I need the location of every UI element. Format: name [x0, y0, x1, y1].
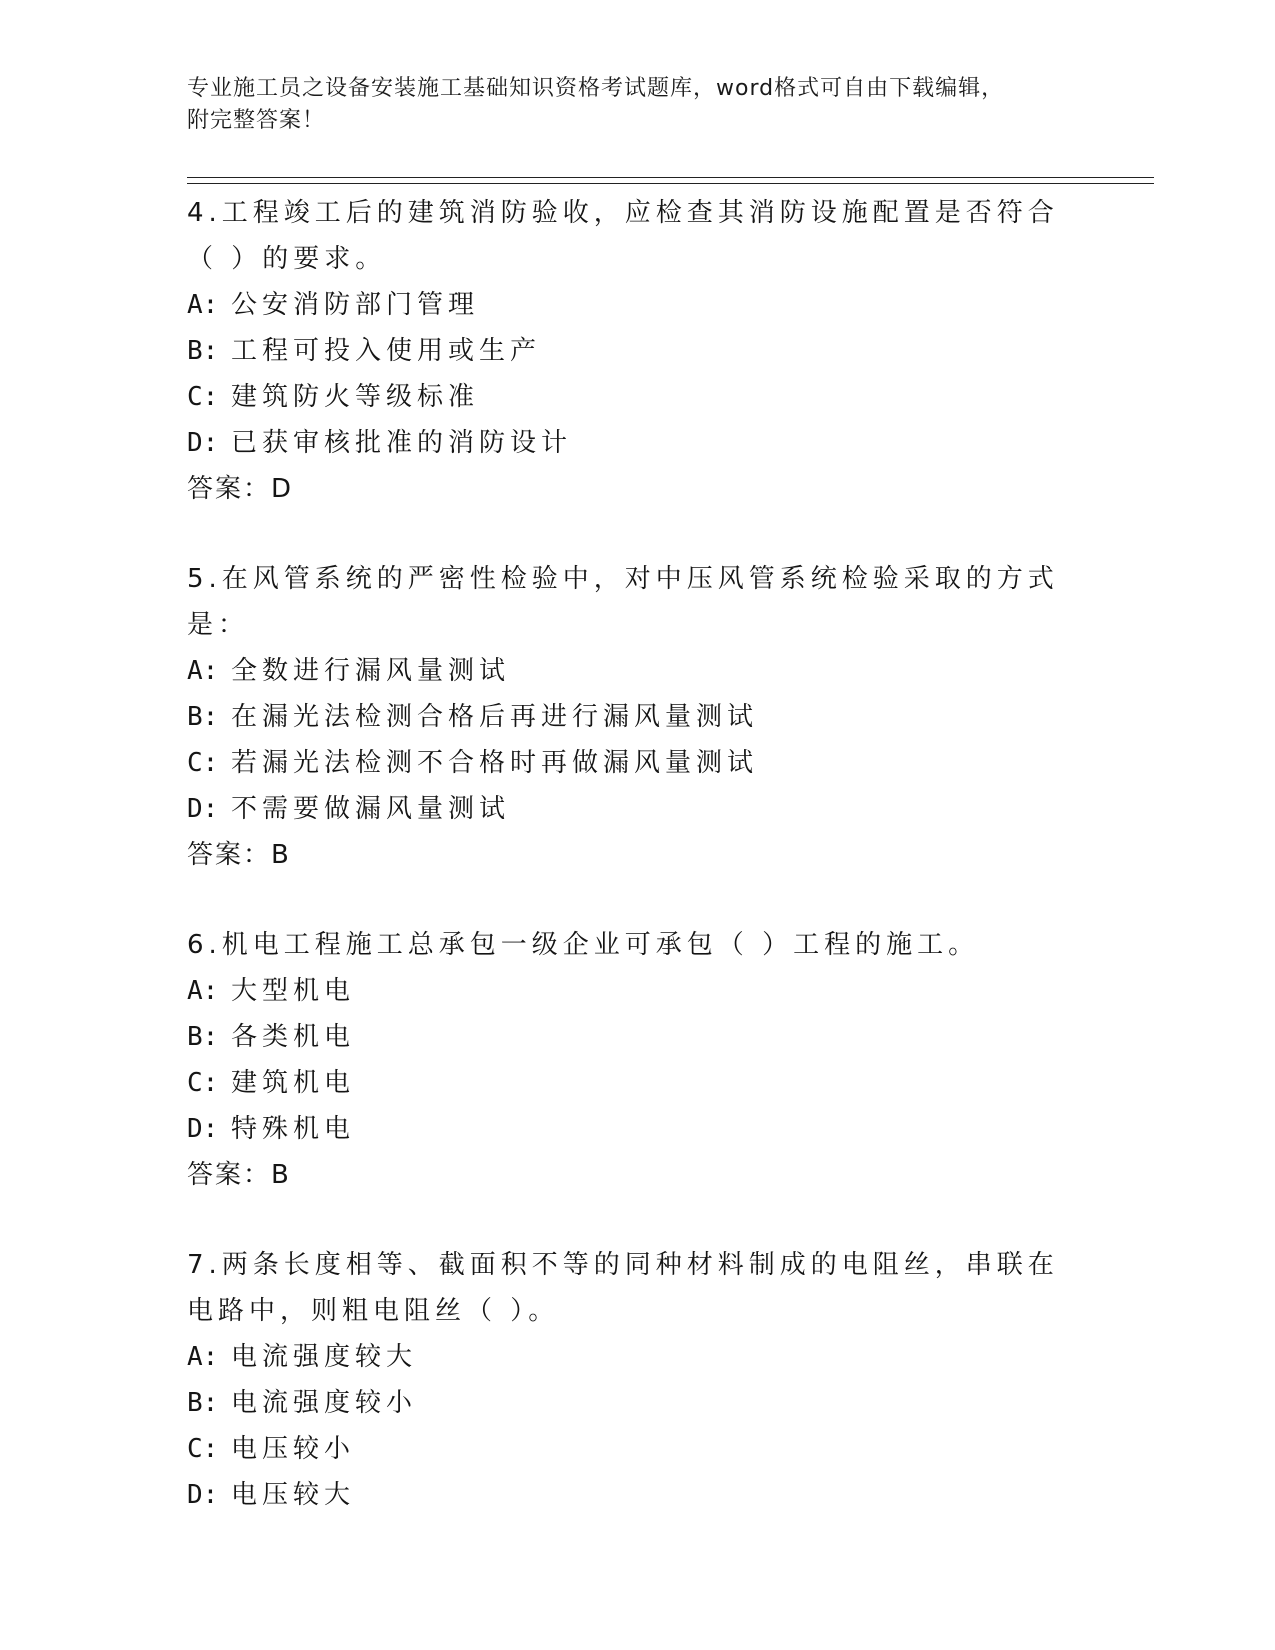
- option-key: C:: [187, 1434, 219, 1464]
- option-key: B:: [187, 336, 219, 366]
- option-text: 工程可投入使用或生产: [231, 336, 542, 366]
- option-text: 全数进行漏风量测试: [231, 656, 511, 686]
- option-a: [187, 282, 1087, 328]
- option-text: 大型机电: [231, 976, 356, 1006]
- option-key: C:: [187, 748, 219, 778]
- option-text: 在漏光法检测合格后再进行漏风量测试: [231, 702, 759, 732]
- option-key: A:: [187, 290, 219, 320]
- header-divider-bottom: [187, 183, 1154, 184]
- option-text: 公安消防部门管理: [231, 290, 480, 320]
- option-text: 若漏光法检测不合格时再做漏风量测试: [231, 748, 759, 778]
- option-b: [187, 328, 1087, 374]
- option-text: 建筑机电: [231, 1068, 356, 1098]
- option-text: 各类机电: [231, 1022, 356, 1052]
- option-key: A:: [187, 1342, 219, 1372]
- option-key: D:: [187, 794, 219, 824]
- option-b: [187, 694, 1087, 740]
- answer-line: 答案：B: [187, 840, 291, 870]
- option-d: [187, 1106, 1087, 1152]
- option-c: [187, 374, 1087, 420]
- option-d: [187, 420, 1087, 466]
- option-text: 电压较小: [231, 1434, 356, 1464]
- option-key: C:: [187, 382, 219, 412]
- header-divider-top: [187, 177, 1154, 178]
- option-text: 不需要做漏风量测试: [231, 794, 511, 824]
- option-text: 已获审核批准的消防设计: [231, 428, 573, 458]
- option-a: [187, 968, 1087, 1014]
- option-text: 电压较大: [231, 1480, 356, 1510]
- question-stem: 5.在风管系统的严密性检验中，对中压风管系统检验采取的方式是：: [187, 564, 1059, 640]
- option-key: B:: [187, 702, 219, 732]
- answer-line: 答案：D: [187, 474, 294, 504]
- option-key: D:: [187, 428, 219, 458]
- option-text: 电流强度较小: [231, 1388, 418, 1418]
- header-line-2: 附完整答案！: [187, 108, 326, 133]
- option-b: [187, 1014, 1087, 1060]
- option-text: 建筑防火等级标准: [231, 382, 480, 412]
- question-6: [187, 922, 1087, 1198]
- option-key: A:: [187, 656, 219, 686]
- document-header: [187, 73, 1067, 137]
- option-key: C:: [187, 1068, 219, 1098]
- option-key: D:: [187, 1114, 219, 1144]
- option-text: 电流强度较大: [231, 1342, 418, 1372]
- question-4: [187, 190, 1087, 512]
- option-key: B:: [187, 1388, 219, 1418]
- question-5: [187, 556, 1087, 878]
- option-text: 特殊机电: [231, 1114, 356, 1144]
- option-c: [187, 740, 1087, 786]
- header-line-1: 专业施工员之设备安装施工基础知识资格考试题库，word格式可自由下载编辑，: [187, 76, 1005, 101]
- answer-line: 答案：B: [187, 1160, 291, 1190]
- option-c: [187, 1060, 1087, 1106]
- option-a: [187, 1334, 1087, 1380]
- option-c: [187, 1426, 1087, 1472]
- option-d: [187, 1472, 1087, 1518]
- question-list: [187, 190, 1087, 1562]
- question-stem: 7.两条长度相等、截面积不等的同种材料制成的电阻丝，串联在电路中，则粗电阻丝（ ）。: [187, 1250, 1059, 1326]
- question-stem: 6.机电工程施工总承包一级企业可承包（ ）工程的施工。: [187, 930, 980, 960]
- option-key: D:: [187, 1480, 219, 1510]
- option-key: A:: [187, 976, 219, 1006]
- question-7: [187, 1242, 1087, 1518]
- option-a: [187, 648, 1087, 694]
- option-b: [187, 1380, 1087, 1426]
- option-d: [187, 786, 1087, 832]
- option-key: B:: [187, 1022, 219, 1052]
- question-stem: 4.工程竣工后的建筑消防验收，应检查其消防设施配置是否符合（ ）的要求。: [187, 198, 1059, 274]
